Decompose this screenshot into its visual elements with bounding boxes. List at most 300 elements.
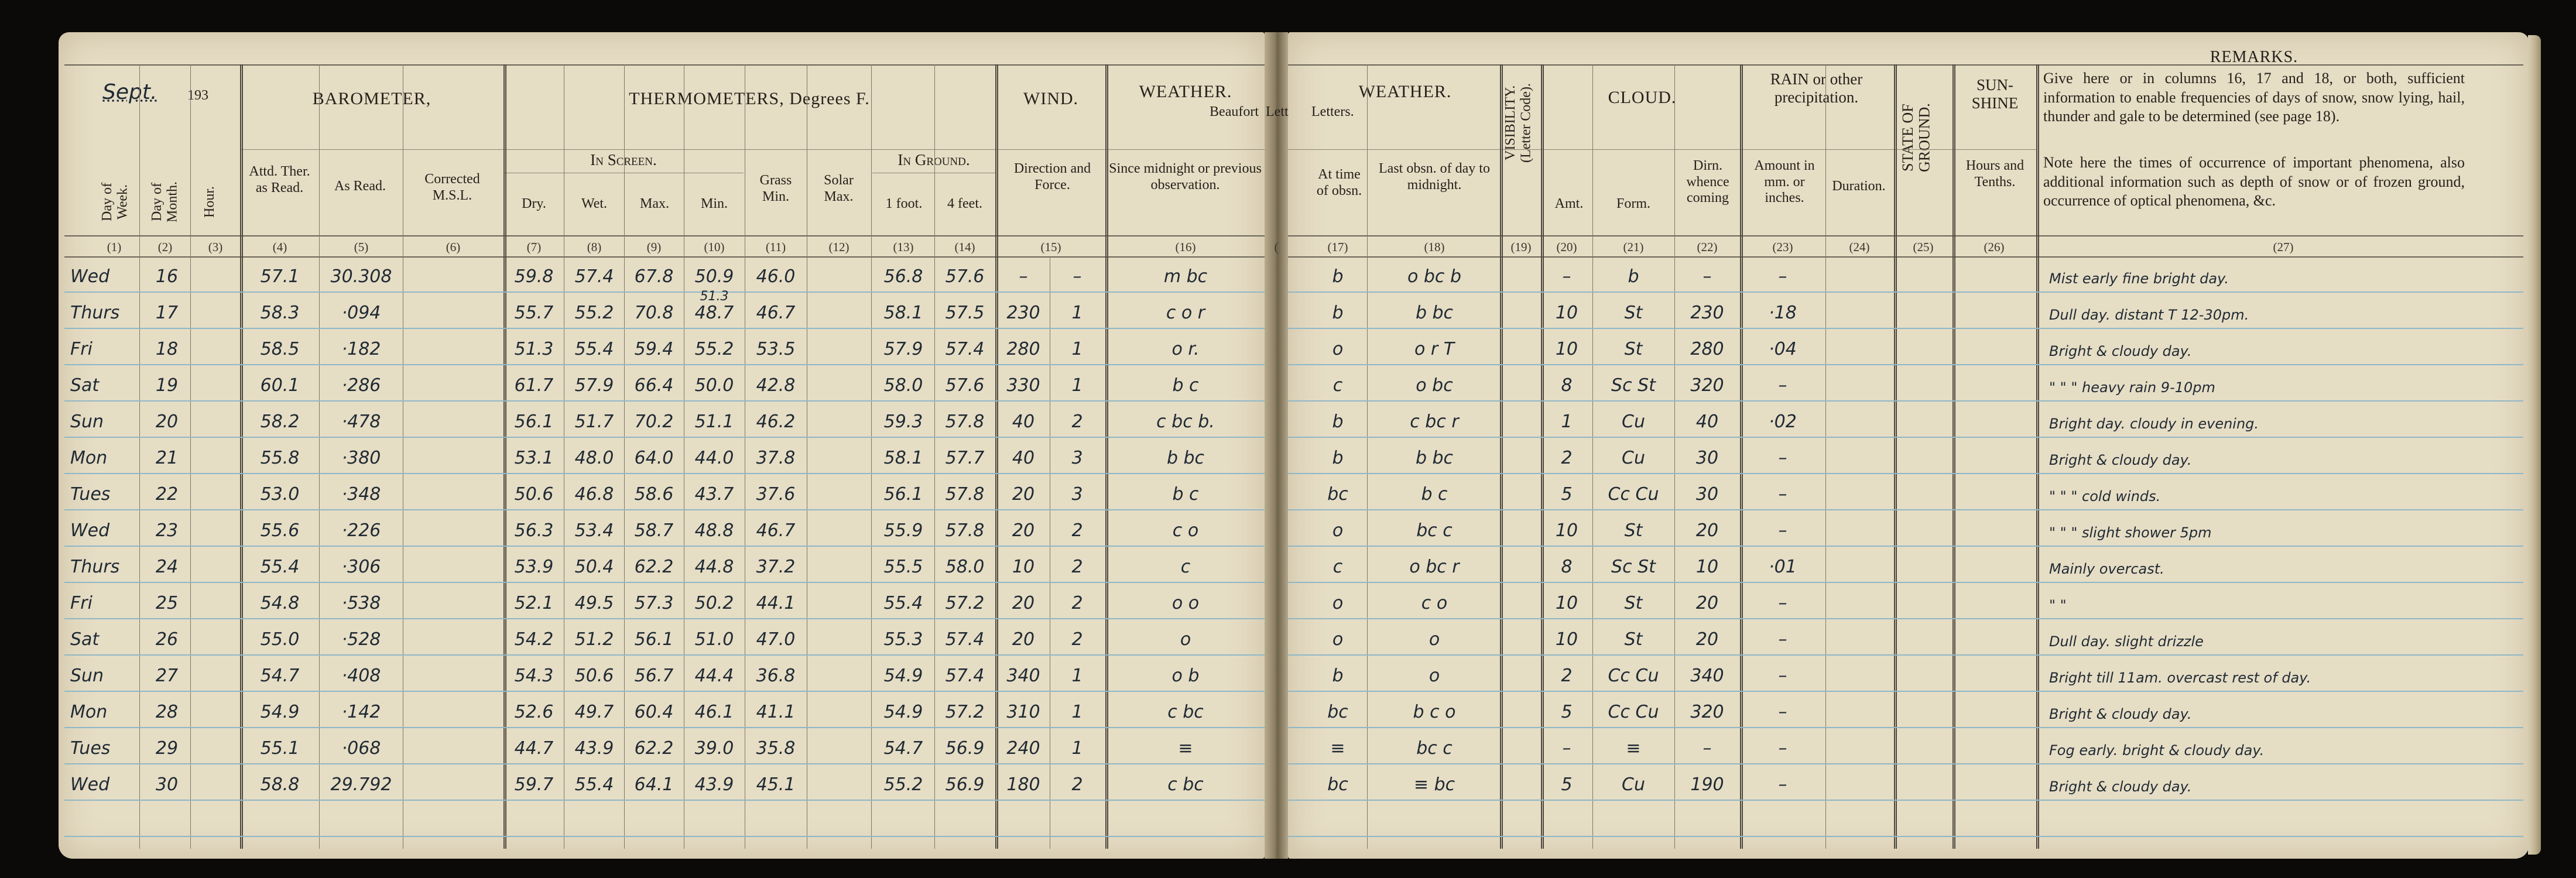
cloud-direction: 320 (1690, 375, 1724, 396)
wind-force: 1 (1071, 702, 1083, 722)
weather-since-midnight: c o r (1166, 303, 1205, 323)
weather-at-obsn: o (1332, 339, 1344, 359)
wind-direction: 230 (1006, 303, 1040, 323)
cloud-form: St (1624, 520, 1643, 541)
weather-last-obsn: b c o (1413, 702, 1456, 722)
rain-amount: ·02 (1769, 411, 1797, 432)
day-of-week: Thurs (70, 303, 120, 323)
row-rule-right (1288, 654, 2523, 656)
cloud-amount: 8 (1561, 375, 1573, 396)
weather-at-obsn: b (1332, 448, 1344, 468)
attached-thermometer: 60.1 (260, 375, 300, 396)
attached-thermometer: 55.4 (260, 557, 300, 577)
row-rule-right (1288, 328, 2523, 329)
wind-direction: 280 (1006, 339, 1040, 359)
col-min: Min. (700, 196, 728, 211)
dry-bulb: 56.1 (514, 411, 554, 432)
ground-1-foot: 55.2 (883, 774, 923, 795)
ground-4-feet: 57.5 (945, 303, 985, 323)
col-cloud-amt: Amt. (1554, 196, 1584, 211)
col-corrected-msl: Corrected M.S.L. (424, 172, 480, 203)
wind-direction: 310 (1006, 702, 1040, 722)
wet-bulb: 51.7 (574, 411, 614, 432)
weather-at-obsn: ≡ (1330, 738, 1345, 759)
cloud-direction: 40 (1695, 411, 1719, 432)
min-temp: 43.7 (694, 484, 734, 505)
day-of-month: 18 (155, 339, 179, 359)
min-temp: 44.8 (694, 557, 734, 577)
dry-bulb: 51.3 (514, 339, 554, 359)
col-1-foot: 1 foot. (885, 196, 923, 211)
ground-1-foot: 59.3 (883, 411, 923, 432)
ground-1-foot: 55.5 (883, 557, 923, 577)
remark-text: Bright & cloudy day. (2049, 452, 2192, 468)
weather-since-midnight: o (1180, 629, 1191, 650)
grass-min: 42.8 (756, 375, 796, 396)
min-temp: 55.2 (694, 339, 734, 359)
wind-force: 2 (1071, 774, 1083, 795)
grass-min: 35.8 (756, 738, 796, 759)
max-temp: 60.4 (634, 702, 674, 722)
cloud-form: Sc St (1611, 557, 1656, 577)
attached-thermometer: 54.9 (260, 702, 300, 722)
dry-bulb: 54.3 (514, 666, 554, 686)
wet-bulb: 48.0 (574, 448, 614, 468)
visibility-heading: VISIBILITY. (Letter Code). (1503, 83, 1534, 163)
weather-last-obsn: bc c (1416, 738, 1453, 759)
left-column-divider (319, 64, 320, 849)
left-column-divider (871, 64, 872, 849)
column-number: (4) (272, 240, 287, 254)
left-column-divider (995, 64, 998, 849)
col-as-read: As Read. (334, 179, 386, 194)
weather-at-obsn: bc (1327, 774, 1348, 795)
row-rule-right (1288, 546, 2523, 547)
cloud-amount: 2 (1561, 448, 1573, 468)
day-of-week: Sat (70, 375, 100, 396)
row-rule (64, 291, 1265, 293)
weather-at-obsn: o (1332, 593, 1344, 613)
weather-last-obsn: c bc r (1410, 411, 1459, 432)
weather-since-midnight: b c (1172, 375, 1199, 396)
max-temp: 62.2 (634, 738, 674, 759)
wet-bulb: 43.9 (574, 738, 614, 759)
wet-bulb: 57.4 (574, 266, 614, 287)
ground-4-feet: 57.6 (945, 375, 985, 396)
cloud-form: St (1624, 303, 1643, 323)
dry-bulb: 55.7 (514, 303, 554, 323)
wind-direction: 340 (1006, 666, 1040, 686)
rain-amount: – (1778, 593, 1787, 613)
wind-force: – (1073, 266, 1082, 287)
cloud-direction: 190 (1690, 774, 1724, 795)
col-last-obsn: Last obsn. of day to midnight. (1379, 161, 1490, 193)
min-temp: 50.0 (694, 375, 734, 396)
rain-amount: ·18 (1769, 303, 1797, 323)
remarks-note: Note here the times of occurrence of important phenomena, also additional information such as depth of snow or of frozen ground, occurrence of optical phenomena, &c. (2043, 154, 2465, 209)
max-temp: 70.2 (634, 411, 674, 432)
barometer-reading: ·094 (341, 303, 381, 323)
min-temp: 51.0 (694, 629, 734, 650)
dry-bulb: 52.6 (514, 702, 554, 722)
day-of-week: Sat (70, 629, 100, 650)
ground-4-feet: 57.8 (945, 411, 985, 432)
weather-last-obsn: o bc r (1409, 557, 1460, 577)
column-number: (7) (526, 240, 542, 254)
weather-at-obsn: c (1332, 557, 1343, 577)
col-attd-ther: Attd. Ther. as Read. (249, 164, 310, 196)
day-of-week: Wed (70, 266, 110, 287)
wet-bulb: 51.2 (574, 629, 614, 650)
col-cloud-dirn: Dirn. whence coming (1686, 158, 1729, 206)
remark-text: Dull day. distant T 12-30pm. (2049, 307, 2249, 323)
ground-1-foot: 57.9 (883, 339, 923, 359)
day-of-week: Mon (70, 448, 108, 468)
column-number: (11) (765, 240, 786, 254)
dry-bulb: 54.2 (514, 629, 554, 650)
rain-amount: – (1778, 448, 1787, 468)
row-rule (64, 763, 1265, 764)
row-rule-right (1288, 400, 2523, 402)
row-rule (64, 328, 1265, 329)
barometer-reading: ·286 (341, 375, 381, 396)
max-temp: 67.8 (634, 266, 674, 287)
cloud-form: Cc Cu (1608, 666, 1659, 686)
barometer-reading: ·380 (341, 448, 381, 468)
cloud-amount: 10 (1555, 629, 1578, 650)
barometer-reading: ·408 (341, 666, 381, 686)
wind-direction: 40 (1012, 448, 1035, 468)
column-number: (27) (2273, 240, 2294, 254)
column-number: (12) (828, 240, 849, 254)
wind-direction: 10 (1012, 557, 1035, 577)
right-column-divider (2036, 64, 2039, 849)
max-temp: 66.4 (634, 375, 674, 396)
barometer-reading: ·182 (341, 339, 381, 359)
weather-last-obsn: o bc b (1407, 266, 1462, 287)
min-temp: 51.1 (694, 411, 734, 432)
weather-since-midnight: o o (1171, 593, 1200, 613)
rain-amount: ·01 (1769, 557, 1797, 577)
col-at-time: At time of obsn. (1316, 167, 1362, 198)
day-of-week: Tues (70, 484, 111, 505)
right-column-divider (1740, 64, 1743, 849)
min-temp: 44.4 (694, 666, 734, 686)
left-column-divider (1105, 64, 1108, 849)
cloud-direction: 230 (1690, 303, 1724, 323)
in-ground-heading: In Ground. (898, 151, 970, 169)
column-number: (10) (704, 240, 725, 254)
remark-text: Bright & cloudy day. (2049, 343, 2192, 359)
row-rule (64, 509, 1265, 510)
remarks-instructions: Give here or in columns 16, 17 and 18, or both, sufficient information to enable frequencies of days of snow, snow lying, hail, thunder and gale to be determined (see page 18). (2043, 70, 2465, 125)
barometer-reading: ·528 (341, 629, 381, 650)
wind-direction: 330 (1006, 375, 1040, 396)
row-rule (64, 654, 1265, 656)
cloud-amount: 5 (1561, 702, 1573, 722)
rain-amount: – (1778, 484, 1787, 505)
day-of-month: 28 (155, 702, 179, 722)
column-number: ( (1274, 240, 1279, 254)
cloud-amount: – (1562, 738, 1571, 759)
col-day-of-week: Day of Week. (100, 183, 131, 221)
thermometers-heading: THERMOMETERS, Degrees F. (629, 89, 870, 108)
col-direction-force: Direction and Force. (1013, 161, 1091, 193)
cloud-form: St (1624, 339, 1643, 359)
attached-thermometer: 58.8 (260, 774, 300, 795)
weather-at-obsn: b (1332, 666, 1344, 686)
wind-direction: 20 (1012, 484, 1035, 505)
day-of-month: 27 (155, 666, 179, 686)
left-column-divider (240, 64, 243, 849)
beaufort-label: Beaufort (1210, 104, 1259, 119)
ground-1-foot: 58.1 (883, 303, 923, 323)
right-column-divider (1367, 64, 1368, 849)
remark-text: " " " heavy rain 9-10pm (2049, 379, 2215, 396)
min-temp: 39.0 (694, 738, 734, 759)
max-temp: 56.1 (634, 629, 674, 650)
wind-direction: 20 (1012, 629, 1035, 650)
subheader-rule-right (1288, 149, 2037, 150)
cloud-amount: 1 (1561, 411, 1573, 432)
page-edge (2528, 35, 2541, 855)
attached-thermometer: 54.8 (260, 593, 300, 613)
column-number: (23) (1772, 240, 1793, 254)
remark-text: Mist early fine bright day. (2049, 270, 2229, 287)
dry-bulb: 44.7 (514, 738, 554, 759)
day-of-month: 26 (155, 629, 179, 650)
weather-at-obsn: b (1332, 411, 1344, 432)
barometer-reading: ·478 (341, 411, 381, 432)
cloud-form: ≡ (1626, 738, 1641, 759)
day-of-month: 17 (155, 303, 179, 323)
max-temp: 57.3 (634, 593, 674, 613)
grass-min: 46.0 (756, 266, 796, 287)
cloud-form: Cc Cu (1608, 484, 1659, 505)
ground-4-feet: 57.2 (945, 593, 985, 613)
remark-text: Bright & cloudy day. (2049, 778, 2192, 795)
cloud-form: St (1624, 629, 1643, 650)
cloud-form: St (1624, 593, 1643, 613)
wet-bulb: 55.4 (574, 774, 614, 795)
letters-label: Letters. (1311, 104, 1354, 119)
column-number: (13) (893, 240, 914, 254)
grass-min: 37.8 (756, 448, 796, 468)
row-rule (64, 727, 1265, 728)
header-top-rule (64, 64, 1265, 66)
cloud-amount: – (1562, 266, 1571, 287)
rain-amount: – (1778, 629, 1787, 650)
column-number: (21) (1623, 240, 1644, 254)
min-temp: 50.9 (694, 266, 734, 287)
ground-1-foot: 58.0 (883, 375, 923, 396)
row-rule (64, 473, 1265, 474)
remark-text: Bright till 11am. overcast rest of day. (2049, 670, 2311, 686)
colnum-bottom-rule (64, 256, 1265, 258)
wind-force: 2 (1071, 593, 1083, 613)
remark-text: Mainly overcast. (2049, 561, 2164, 577)
grass-min: 37.2 (756, 557, 796, 577)
grass-min: 37.6 (756, 484, 796, 505)
weather-since-midnight: c bc (1167, 702, 1204, 722)
letters-cut-label: Lett (1266, 104, 1289, 119)
grass-min: 46.2 (756, 411, 796, 432)
max-temp: 62.2 (634, 557, 674, 577)
wind-direction: 240 (1006, 738, 1040, 759)
max-temp: 64.1 (634, 774, 674, 795)
day-of-week: Tues (70, 738, 111, 759)
wind-force: 2 (1071, 520, 1083, 541)
rain-amount: – (1778, 666, 1787, 686)
wind-force: 1 (1071, 666, 1083, 686)
min-temp: 50.2 (694, 593, 734, 613)
day-of-week: Mon (70, 702, 108, 722)
min-temp: 44.0 (694, 448, 734, 468)
grass-min: 47.0 (756, 629, 796, 650)
column-number: (5) (354, 240, 369, 254)
subheader-rule (240, 149, 1265, 150)
barometer-reading: ·306 (341, 557, 381, 577)
day-of-month: 24 (155, 557, 179, 577)
right-column-divider (1894, 64, 1897, 849)
cloud-direction: – (1703, 738, 1712, 759)
ground-4-feet: 57.4 (945, 666, 985, 686)
attached-thermometer: 55.1 (260, 738, 300, 759)
col-day-of-month: Day of Month. (149, 181, 180, 223)
remark-text: Bright day. cloudy in evening. (2049, 416, 2259, 432)
weather-since-midnight: b bc (1166, 448, 1205, 468)
weather-since-midnight: c bc b. (1156, 411, 1215, 432)
row-rule-right (1288, 364, 2523, 365)
ground-1-foot: 54.9 (883, 702, 923, 722)
ground-4-feet: 57.2 (945, 702, 985, 722)
row-rule-right (1288, 437, 2523, 438)
column-number: (14) (954, 240, 975, 254)
cloud-amount: 2 (1561, 666, 1573, 686)
barometer-reading: ·142 (341, 702, 381, 722)
min-temp: 48.7 (694, 303, 734, 323)
dry-bulb: 59.7 (514, 774, 554, 795)
barometer-reading: ·348 (341, 484, 381, 505)
wind-force: 2 (1071, 629, 1083, 650)
row-rule (64, 582, 1265, 583)
column-number: (20) (1556, 240, 1577, 254)
weather-last-obsn: b bc (1415, 448, 1454, 468)
row-rule (64, 364, 1265, 365)
left-column-divider (190, 64, 191, 849)
col-rain-amount: Amount in mm. or inches. (1754, 158, 1815, 206)
ground-4-feet: 56.9 (945, 738, 985, 759)
ground-4-feet: 57.7 (945, 448, 985, 468)
day-of-week: Wed (70, 774, 110, 795)
attached-thermometer: 55.6 (260, 520, 300, 541)
weather-last-obsn: o (1429, 666, 1440, 686)
wind-direction: 20 (1012, 520, 1035, 541)
day-of-week: Fri (70, 593, 93, 613)
grass-min: 36.8 (756, 666, 796, 686)
column-number: (6) (446, 240, 461, 254)
cloud-amount: 5 (1561, 484, 1573, 505)
rain-amount: – (1778, 738, 1787, 759)
grass-min: 46.7 (756, 520, 796, 541)
row-rule-right (1288, 582, 2523, 583)
right-column-divider (1674, 64, 1675, 849)
cloud-amount: 8 (1561, 557, 1573, 577)
wind-force: 2 (1071, 557, 1083, 577)
min-temp: 43.9 (694, 774, 734, 795)
cloud-direction: 340 (1690, 666, 1724, 686)
wet-bulb: 49.5 (574, 593, 614, 613)
rain-amount: – (1778, 702, 1787, 722)
wind-force: 3 (1071, 448, 1083, 468)
cloud-form: Sc St (1611, 375, 1656, 396)
weather-since-midnight: o r. (1171, 339, 1200, 359)
ground-1-foot: 54.7 (883, 738, 923, 759)
cloud-direction: 280 (1690, 339, 1724, 359)
row-rule-right (1288, 727, 2523, 728)
weather-since-midnight: ≡ (1178, 738, 1193, 759)
weather-last-obsn: b c (1421, 484, 1448, 505)
cloud-direction: – (1703, 266, 1712, 287)
cloud-form: Cu (1622, 774, 1645, 795)
weather-at-obsn: o (1332, 629, 1344, 650)
remark-text: " " " cold winds. (2049, 488, 2161, 505)
day-of-month: 30 (155, 774, 179, 795)
cloud-form: Cu (1622, 448, 1645, 468)
col-4-feet: 4 feet. (947, 196, 982, 211)
grass-min: 45.1 (756, 774, 796, 795)
dry-bulb: 61.7 (514, 375, 554, 396)
column-number: (24) (1849, 240, 1870, 254)
col-max: Max. (640, 196, 669, 211)
col-solar-max: Solar Max. (824, 173, 854, 204)
cloud-form: Cu (1622, 411, 1645, 432)
col-rain-duration: Duration. (1832, 179, 1886, 194)
ground-1-foot: 58.1 (883, 448, 923, 468)
column-number: (26) (1984, 240, 2005, 254)
attached-thermometer: 55.8 (260, 448, 300, 468)
max-temp: 64.0 (634, 448, 674, 468)
column-number: (1) (107, 240, 122, 254)
rain-amount: – (1778, 375, 1787, 396)
weather-at-obsn: o (1332, 520, 1344, 541)
ground-1-foot: 55.3 (883, 629, 923, 650)
col-since-midnight: Since midnight or previous observation. (1109, 161, 1262, 193)
column-number: (22) (1697, 240, 1718, 254)
left-column-divider (624, 64, 625, 849)
dry-bulb: 52.1 (514, 593, 554, 613)
col-cloud-form: Form. (1616, 196, 1650, 211)
remark-text: " " " slight shower 5pm (2049, 524, 2212, 541)
wet-bulb: 57.9 (574, 375, 614, 396)
day-of-month: 21 (155, 448, 179, 468)
day-of-month: 19 (155, 375, 179, 396)
grass-min: 46.7 (756, 303, 796, 323)
remark-text: Dull day. slight drizzle (2049, 633, 2204, 650)
row-rule-right (1288, 836, 2523, 837)
cloud-amount: 10 (1555, 520, 1578, 541)
day-of-month: 29 (155, 738, 179, 759)
wet-bulb: 53.4 (574, 520, 614, 541)
row-rule-right (1288, 800, 2523, 801)
column-number: (25) (1913, 240, 1934, 254)
cloud-direction: 20 (1695, 629, 1719, 650)
left-column-divider (934, 64, 935, 849)
row-rule-right (1288, 691, 2523, 692)
attached-thermometer: 58.3 (260, 303, 300, 323)
row-rule (64, 836, 1265, 837)
wind-heading: WIND. (1023, 89, 1079, 108)
